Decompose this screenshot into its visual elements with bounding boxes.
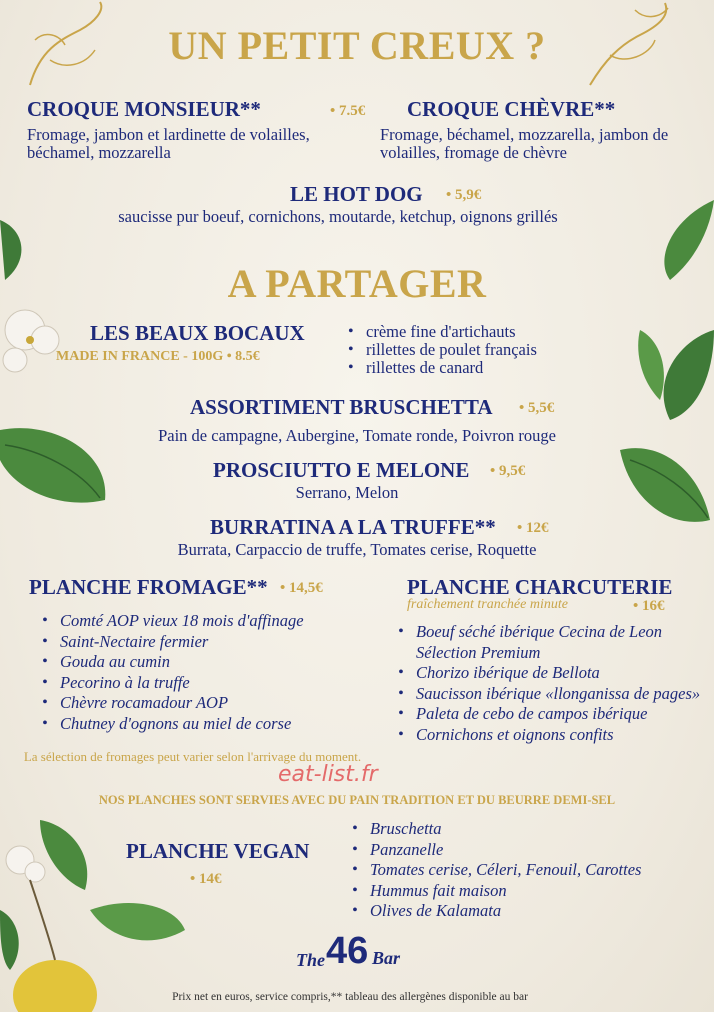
list-item: • Saucisson ibérique «llonganissa de pages» — [394, 684, 704, 705]
list-item: • Chorizo ibérique de Bellota — [394, 663, 704, 684]
bocaux-sub: MADE IN FRANCE - 100G • 8.5€ — [56, 349, 260, 364]
planche-charcuterie-list — [394, 622, 704, 745]
list-item: • Paleta de cebo de campos ibérique — [394, 704, 704, 725]
charcuterie-sub: fraîchement tranchée minute — [407, 597, 568, 612]
prosciutto-title: PROSCIUTTO E MELONE — [213, 458, 470, 482]
planches-note: NOS PLANCHES SONT SERVIES AVEC DU PAIN TRADITION ET DU BEURRE DEMI-SEL — [98, 793, 616, 807]
prosciutto-desc: Serrano, Melon — [295, 483, 399, 502]
planche-charcuterie-title: PLANCHE CHARCUTERIE — [407, 575, 673, 599]
hot-dog-price: • 5,9€ — [446, 187, 482, 203]
list-item: • rillettes de canard — [344, 359, 537, 377]
burratina-desc: Burrata, Carpaccio de truffe, Tomates cerise, Roquette — [177, 540, 537, 559]
bocaux-list — [344, 323, 537, 377]
croque-monsieur-title: CROQUE MONSIEUR** — [27, 97, 261, 121]
croque-chevre-title: CROQUE CHÈVRE** — [407, 97, 616, 121]
planche-vegan-list — [348, 819, 641, 922]
planche-fromage-title: PLANCHE FROMAGE** — [29, 575, 268, 599]
logo-bar: Bar — [372, 948, 401, 968]
charcuterie-price: • 16€ — [633, 598, 665, 614]
planche-fromage-price: • 14,5€ — [280, 580, 323, 596]
footer-note: Prix net en euros, service compris,** tableau des allergènes disponible au bar — [172, 991, 528, 1003]
bruschetta-title: ASSORTIMENT BRUSCHETTA — [190, 395, 493, 419]
logo-number: 46 — [326, 930, 369, 972]
logo-the: The — [296, 950, 325, 970]
list-item: • Olives de Kalamata — [348, 901, 641, 922]
bruschetta-price: • 5,5€ — [519, 400, 555, 416]
leaf-illustration-left-icon — [0, 200, 120, 530]
list-item: • Comté AOP vieux 18 mois d'affinage — [38, 611, 304, 632]
list-item: • Cornichons et oignons confits — [394, 725, 704, 746]
leaf-illustration-right-icon — [600, 190, 714, 570]
croque-monsieur-desc: Fromage, jambon et lardinette de volailles, béchamel, mozzarella — [27, 125, 310, 162]
planche-vegan-price: • 14€ — [190, 871, 222, 887]
hot-dog-desc: saucisse pur boeuf, cornichons, moutarde, ketchup, oignons grillés — [118, 207, 558, 226]
list-item: • Hummus fait maison — [348, 881, 641, 902]
list-item: • Chutney d'ognons au miel de corse — [38, 714, 304, 735]
planche-vegan-title: PLANCHE VEGAN — [126, 839, 310, 863]
list-item: • Tomates cerise, Céleri, Fenouil, Carottes — [348, 860, 641, 881]
list-item: • crème fine d'artichauts — [344, 323, 537, 341]
prosciutto-price: • 9,5€ — [490, 463, 526, 479]
burratina-title: BURRATINA A LA TRUFFE** — [210, 515, 496, 539]
section-title-petit-creux: UN PETIT CREUX ? — [168, 23, 546, 68]
section-title-a-partager: A PARTAGER — [227, 261, 487, 306]
bruschetta-desc: Pain de campagne, Aubergine, Tomate ronde, Poivron rouge — [158, 426, 556, 445]
list-item: • Bruschetta — [348, 819, 641, 840]
list-item: • rillettes de poulet français — [344, 341, 537, 359]
watermark-text: eat-list.fr — [278, 762, 378, 787]
croque-chevre-desc: Fromage, béchamel, mozzarella, jambon de volailles, fromage de chèvre — [380, 125, 669, 162]
fromage-note: La sélection de fromages peut varier selon l'arrivage du moment. — [23, 749, 362, 764]
list-item: • Gouda au cumin — [38, 652, 304, 673]
the-46-bar-logo — [296, 930, 426, 976]
burratina-price: • 12€ — [517, 520, 549, 536]
list-item: • Chèvre rocamadour AOP — [38, 693, 304, 714]
planche-fromage-list — [38, 611, 304, 734]
bocaux-title: LES BEAUX BOCAUX — [90, 321, 305, 345]
list-item: • Panzanelle — [348, 840, 641, 861]
hot-dog-title: LE HOT DOG — [290, 182, 423, 206]
list-item: • Saint-Nectaire fermier — [38, 632, 304, 653]
list-item: • Pecorino à la truffe — [38, 673, 304, 694]
croque-monsieur-price: • 7.5€ — [330, 103, 366, 119]
list-item: • Boeuf séché ibérique Cecina de Leon Sélection Premium — [394, 622, 704, 663]
